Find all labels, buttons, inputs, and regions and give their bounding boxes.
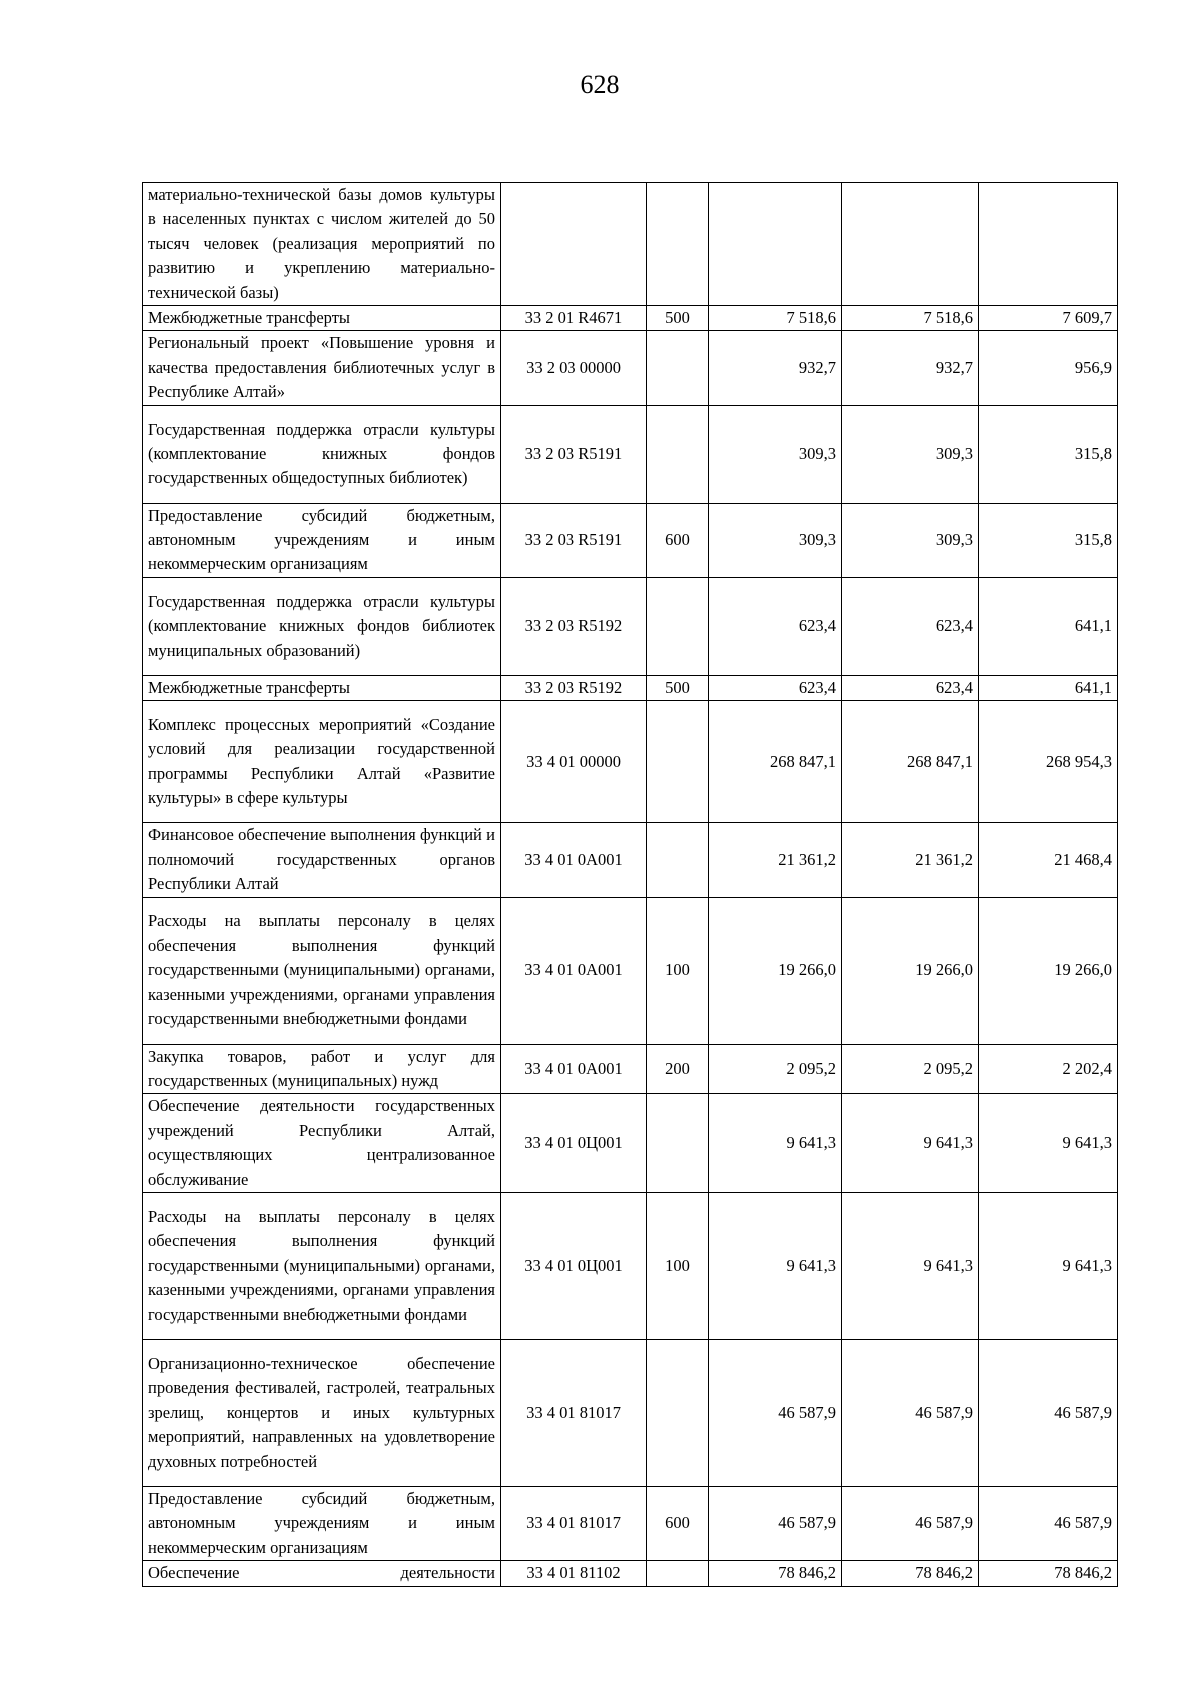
- table-row: [143, 1339, 1118, 1486]
- row-code: 33 2 03 R5192: [501, 577, 647, 675]
- row-expense-type: [647, 823, 709, 897]
- row-expense-type: [647, 405, 709, 503]
- table-row: [143, 405, 1118, 503]
- row-value-1: [709, 183, 842, 306]
- row-name: Закупка товаров, работ и услуг для государственных (муниципальных) нужд: [143, 1044, 501, 1094]
- table-row: [143, 1192, 1118, 1339]
- budget-table-body: [143, 183, 1118, 1587]
- row-value-3: 641,1: [979, 577, 1118, 675]
- row-expense-type: 100: [647, 897, 709, 1044]
- row-value-2: 46 587,9: [842, 1339, 979, 1486]
- row-value-2: 623,4: [842, 577, 979, 675]
- row-value-1: 268 847,1: [709, 701, 842, 823]
- row-code: 33 2 03 R5191: [501, 405, 647, 503]
- row-expense-type: 600: [647, 1486, 709, 1560]
- row-value-1: 309,3: [709, 405, 842, 503]
- row-value-3: 956,9: [979, 331, 1118, 405]
- row-value-1: 9 641,3: [709, 1094, 842, 1193]
- row-name: Расходы на выплаты персоналу в целях обеспечения выполнения функций государственными (муниципальными) органами, казенными учреждениями, органами управления государственными внебюджетными фондами: [143, 1192, 501, 1339]
- table-row: [143, 331, 1118, 405]
- row-expense-type: 500: [647, 306, 709, 331]
- row-expense-type: [647, 331, 709, 405]
- row-value-1: 21 361,2: [709, 823, 842, 897]
- budget-table: [142, 182, 1118, 1587]
- table-row: [143, 1094, 1118, 1193]
- row-expense-type: 500: [647, 675, 709, 700]
- row-value-1: 623,4: [709, 577, 842, 675]
- row-expense-type: 200: [647, 1044, 709, 1094]
- row-code: 33 4 01 0Ц001: [501, 1192, 647, 1339]
- row-value-3: 268 954,3: [979, 701, 1118, 823]
- row-value-3: 2 202,4: [979, 1044, 1118, 1094]
- row-name: Государственная поддержка отрасли культуры (комплектование книжных фондов библиотек муниципальных образований): [143, 577, 501, 675]
- row-code: [501, 183, 647, 306]
- row-name: материально-технической базы домов культуры в населенных пунктах с числом жителей до 50 тысяч человек (реализация мероприятий по развитию и укреплению материально-технической базы): [143, 183, 501, 306]
- row-value-2: 932,7: [842, 331, 979, 405]
- row-value-1: 623,4: [709, 675, 842, 700]
- row-value-3: 7 609,7: [979, 306, 1118, 331]
- row-value-2: [842, 183, 979, 306]
- row-value-3: 315,8: [979, 503, 1118, 577]
- row-name: Финансовое обеспечение выполнения функций и полномочий государственных органов Республики Алтай: [143, 823, 501, 897]
- row-name: Межбюджетные трансферты: [143, 306, 501, 331]
- row-code: 33 4 01 0А001: [501, 823, 647, 897]
- row-name: Государственная поддержка отрасли культуры (комплектование книжных фондов государственных общедоступных библиотек): [143, 405, 501, 503]
- row-code: 33 2 03 R5191: [501, 503, 647, 577]
- row-value-3: 641,1: [979, 675, 1118, 700]
- row-name: Комплекс процессных мероприятий «Создание условий для реализации государственной программы Республики Алтай «Развитие культуры» в сфере культуры: [143, 701, 501, 823]
- row-value-1: 309,3: [709, 503, 842, 577]
- row-value-3: 21 468,4: [979, 823, 1118, 897]
- row-value-3: 46 587,9: [979, 1486, 1118, 1560]
- row-value-2: 21 361,2: [842, 823, 979, 897]
- row-value-2: 623,4: [842, 675, 979, 700]
- row-value-3: 315,8: [979, 405, 1118, 503]
- row-value-2: 309,3: [842, 503, 979, 577]
- table-row: [143, 1561, 1118, 1586]
- row-name: Региональный проект «Повышение уровня и качества предоставления библиотечных услуг в Республике Алтай»: [143, 331, 501, 405]
- row-name: Обеспечение деятельности государственных учреждений Республики Алтай, осуществляющих централизованное обслуживание: [143, 1094, 501, 1193]
- row-value-2: 2 095,2: [842, 1044, 979, 1094]
- row-name: Предоставление субсидий бюджетным, автономным учреждениям и иным некоммерческим организациям: [143, 1486, 501, 1560]
- row-code: 33 4 01 81102: [501, 1561, 647, 1586]
- table-row: [143, 1044, 1118, 1094]
- row-expense-type: [647, 1339, 709, 1486]
- row-name: Расходы на выплаты персоналу в целях обеспечения выполнения функций государственными (муниципальными) органами, казенными учреждениями, органами управления государственными внебюджетными фондами: [143, 897, 501, 1044]
- table-row: [143, 675, 1118, 700]
- row-expense-type: [647, 1094, 709, 1193]
- row-expense-type: [647, 577, 709, 675]
- row-value-3: 78 846,2: [979, 1561, 1118, 1586]
- row-value-2: 7 518,6: [842, 306, 979, 331]
- row-value-1: 932,7: [709, 331, 842, 405]
- table-row: [143, 701, 1118, 823]
- row-value-2: 78 846,2: [842, 1561, 979, 1586]
- table-row: [143, 1486, 1118, 1560]
- row-value-2: 9 641,3: [842, 1094, 979, 1193]
- table-row: [143, 503, 1118, 577]
- row-expense-type: 100: [647, 1192, 709, 1339]
- row-code: 33 2 03 R5192: [501, 675, 647, 700]
- row-expense-type: 600: [647, 503, 709, 577]
- row-value-1: 2 095,2: [709, 1044, 842, 1094]
- row-expense-type: [647, 183, 709, 306]
- row-value-1: 46 587,9: [709, 1486, 842, 1560]
- row-value-3: 19 266,0: [979, 897, 1118, 1044]
- row-code: 33 4 01 81017: [501, 1486, 647, 1560]
- row-code: 33 2 01 R4671: [501, 306, 647, 331]
- row-value-1: 46 587,9: [709, 1339, 842, 1486]
- row-name: Обеспечение деятельности: [143, 1561, 501, 1586]
- table-row: [143, 577, 1118, 675]
- row-value-1: 9 641,3: [709, 1192, 842, 1339]
- table-row: [143, 823, 1118, 897]
- row-code: 33 4 01 00000: [501, 701, 647, 823]
- table-row: [143, 897, 1118, 1044]
- table-row: [143, 306, 1118, 331]
- row-value-3: [979, 183, 1118, 306]
- row-value-2: 46 587,9: [842, 1486, 979, 1560]
- page-number: 628: [580, 70, 620, 99]
- row-code: 33 4 01 81017: [501, 1339, 647, 1486]
- row-code: 33 4 01 0А001: [501, 897, 647, 1044]
- row-value-2: 309,3: [842, 405, 979, 503]
- row-value-2: 19 266,0: [842, 897, 979, 1044]
- row-value-3: 46 587,9: [979, 1339, 1118, 1486]
- row-value-1: 78 846,2: [709, 1561, 842, 1586]
- row-code: 33 2 03 00000: [501, 331, 647, 405]
- row-expense-type: [647, 701, 709, 823]
- row-name: Предоставление субсидий бюджетным, автономным учреждениям и иным некоммерческим организациям: [143, 503, 501, 577]
- row-value-2: 268 847,1: [842, 701, 979, 823]
- row-expense-type: [647, 1561, 709, 1586]
- row-code: 33 4 01 0А001: [501, 1044, 647, 1094]
- row-value-2: 9 641,3: [842, 1192, 979, 1339]
- table-row: [143, 183, 1118, 306]
- row-code: 33 4 01 0Ц001: [501, 1094, 647, 1193]
- row-value-1: 7 518,6: [709, 306, 842, 331]
- row-value-3: 9 641,3: [979, 1192, 1118, 1339]
- row-value-3: 9 641,3: [979, 1094, 1118, 1193]
- row-name: Межбюджетные трансферты: [143, 675, 501, 700]
- row-name: Организационно-техническое обеспечение проведения фестивалей, гастролей, театральных зрелищ, концертов и иных культурных мероприятий, направленных на удовлетворение духовных потребностей: [143, 1339, 501, 1486]
- row-value-1: 19 266,0: [709, 897, 842, 1044]
